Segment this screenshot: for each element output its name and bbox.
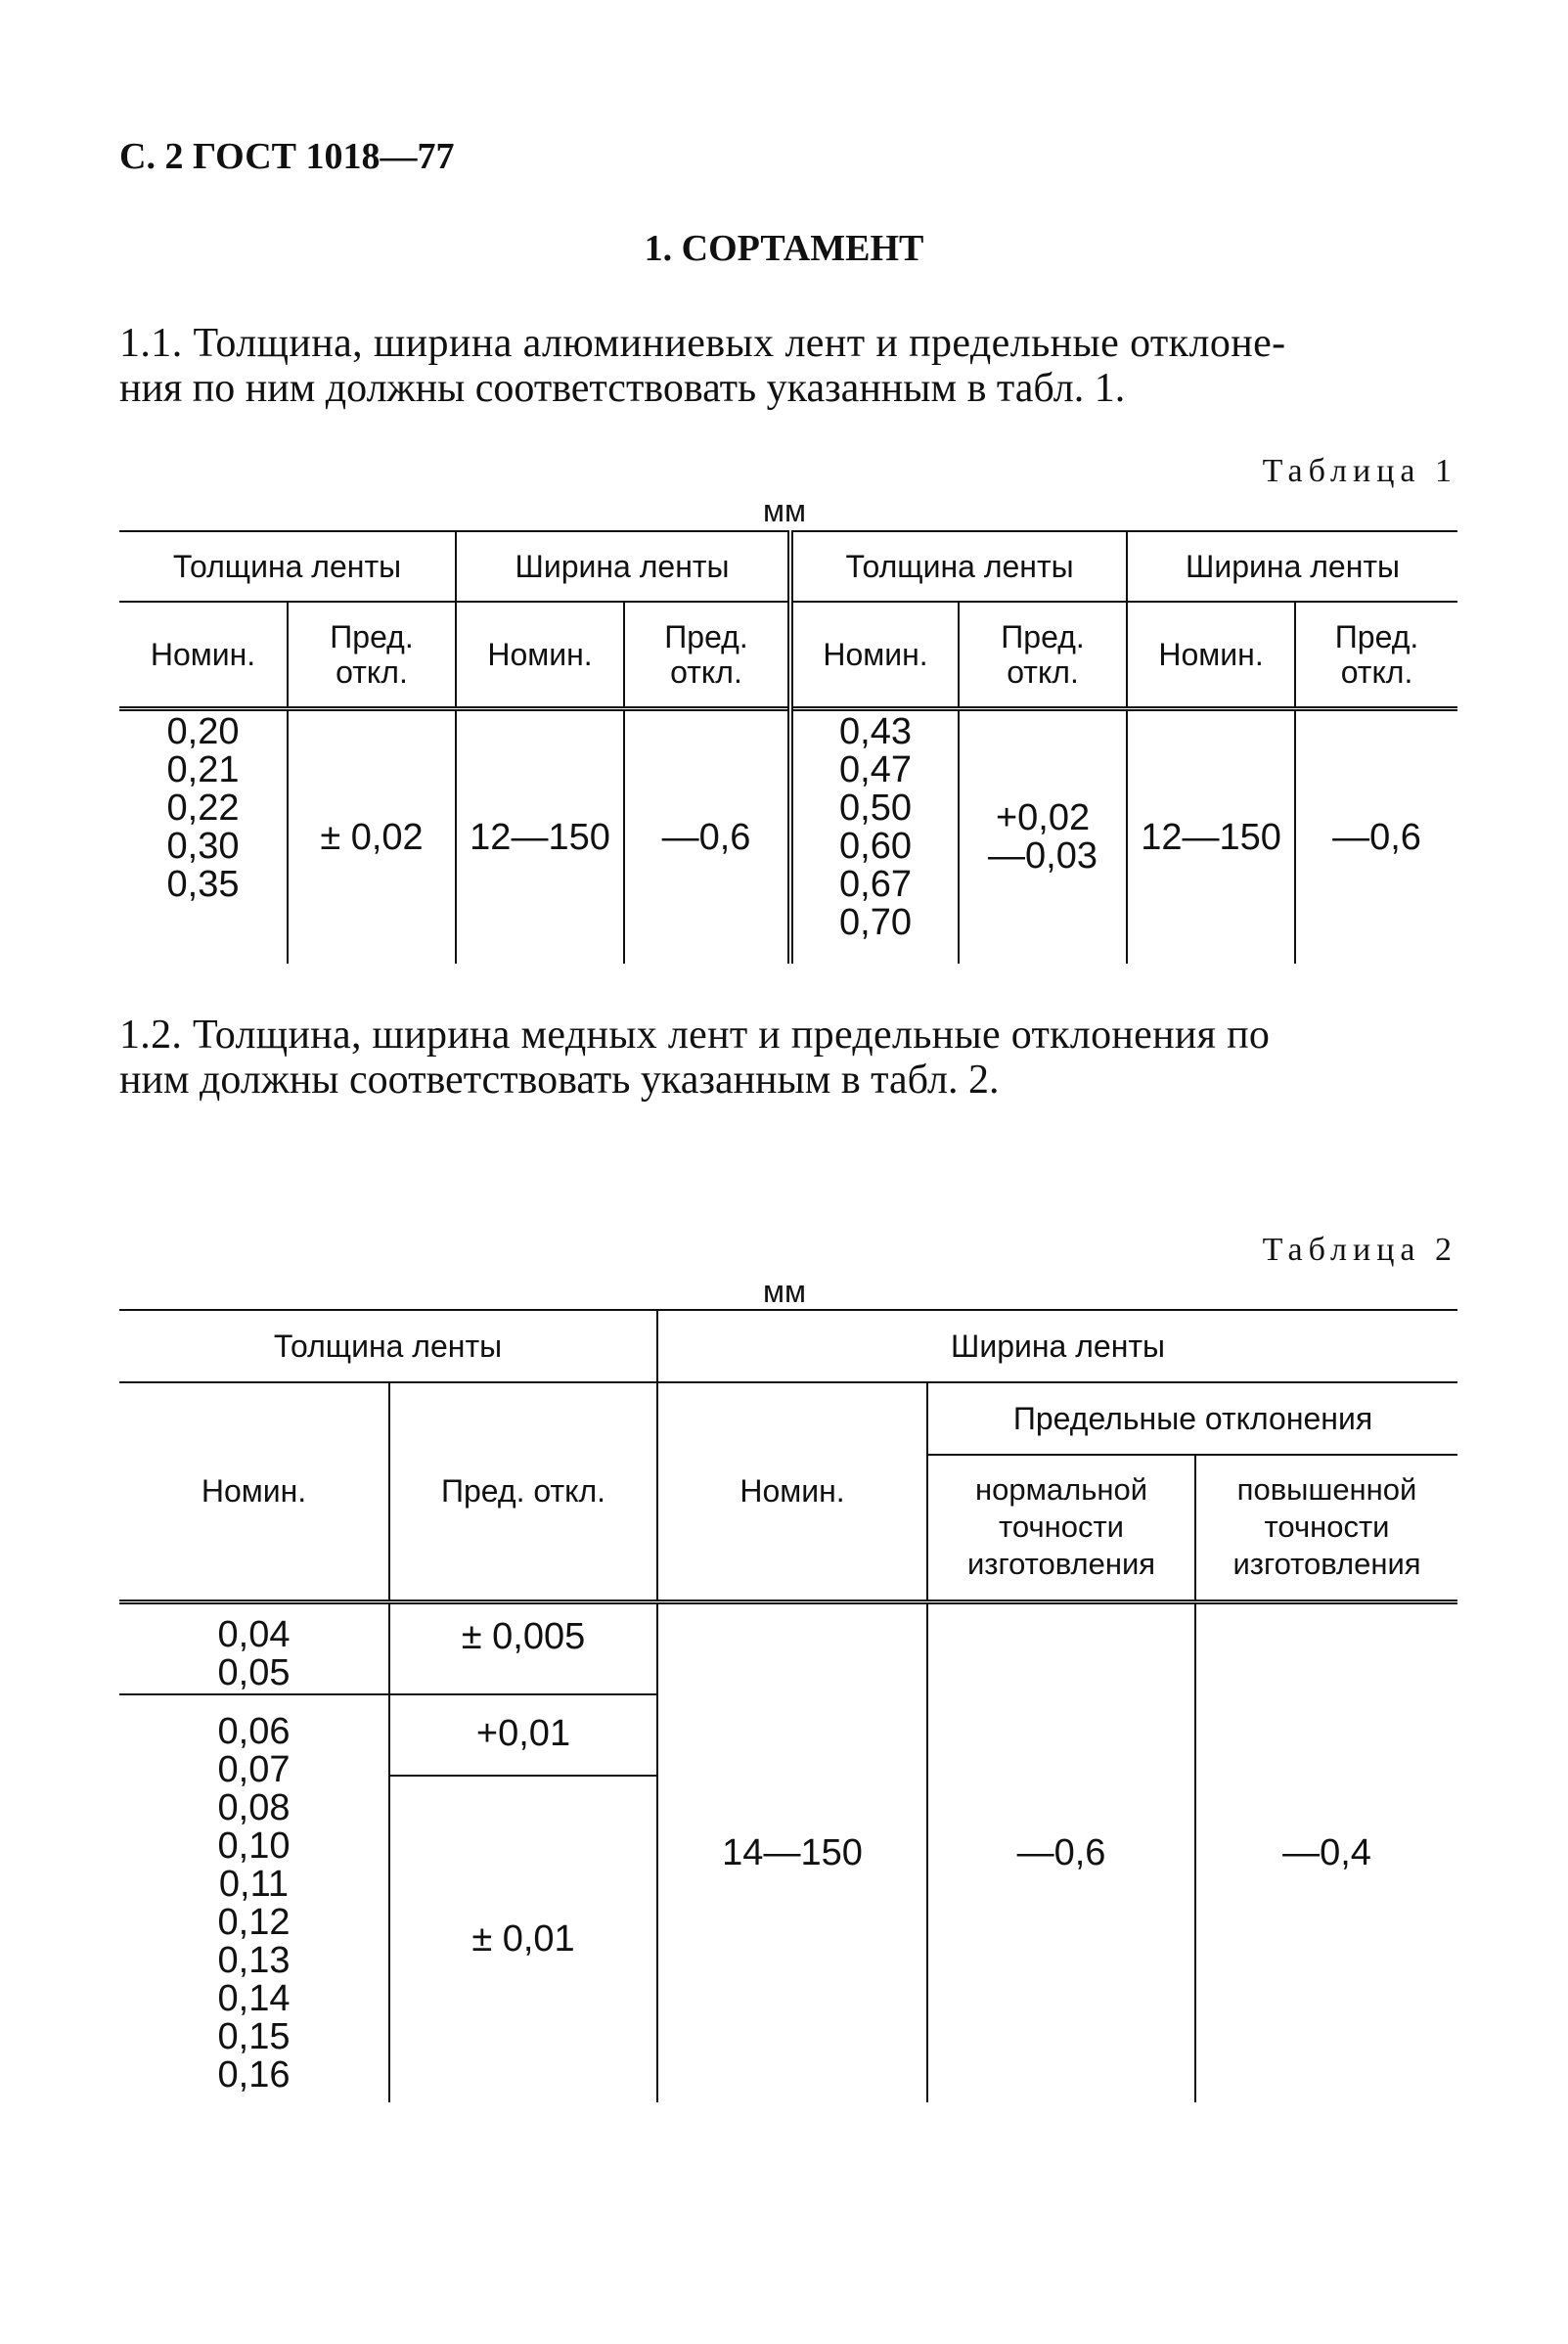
column-header: Номин. xyxy=(1127,602,1295,709)
table-header-row xyxy=(119,1310,1457,1382)
header-text: откл. xyxy=(670,654,742,690)
table-cell: —0,6 xyxy=(624,709,790,965)
table-cell: ± 0,005 xyxy=(389,1601,657,1694)
table-cell: +0,01 xyxy=(389,1694,657,1776)
value-list xyxy=(119,713,287,904)
table-cell: 0,20 xyxy=(166,711,240,752)
table-cell: 0,21 xyxy=(166,749,240,790)
header-text: точности xyxy=(999,1510,1124,1545)
dev-lower: —0,03 xyxy=(988,835,1098,877)
table-cell: 0,04 xyxy=(217,1613,291,1655)
table-cell: 0,14 xyxy=(217,1978,291,2019)
table-cell: ± 0,02 xyxy=(288,709,456,965)
header-text: Пред. xyxy=(330,619,414,654)
table-cell: 0,70 xyxy=(839,902,912,943)
column-header xyxy=(1295,602,1457,709)
column-header: Номин. xyxy=(456,602,624,709)
column-group-header: Толщина ленты xyxy=(119,1310,657,1382)
table-cell: 0,13 xyxy=(217,1940,291,1981)
table-cell: 0,60 xyxy=(839,826,912,867)
header-text: Пред. xyxy=(1001,619,1085,654)
paragraph-line: 1.2. Толщина, ширина медных лент и предельные отклонения по xyxy=(119,1013,1271,1058)
paragraph-line: ним должны соответствовать указанным в табл. 2. xyxy=(119,1058,1000,1103)
table-cell: 0,15 xyxy=(217,2016,291,2057)
column-group-header: Ширина ленты xyxy=(1127,531,1457,602)
header-text: Пред. xyxy=(664,619,748,654)
table-cell: —0,4 xyxy=(1195,1601,1457,2102)
thickness-values xyxy=(119,1601,389,1694)
column-header: Номин. xyxy=(150,637,256,672)
header-text: откл. xyxy=(336,654,408,690)
table-cell: —0,6 xyxy=(927,1601,1195,2102)
table2-unit: мм xyxy=(763,1274,806,1309)
table-cell: 14—150 xyxy=(657,1601,927,2102)
header-text: откл. xyxy=(1007,654,1079,690)
column-header xyxy=(1195,1455,1457,1601)
table-cell: —0,6 xyxy=(1295,709,1457,965)
table-cell: ± 0,01 xyxy=(389,1776,657,2102)
header-text: изготовления xyxy=(1232,1547,1421,1582)
table-cell: 0,67 xyxy=(839,864,912,905)
thickness-values xyxy=(119,709,288,965)
table-cell: 0,30 xyxy=(166,826,240,867)
value-list xyxy=(119,1713,388,2095)
page-header: С. 2 ГОСТ 1018—77 xyxy=(119,136,455,177)
table-cell: 0,43 xyxy=(839,711,912,752)
column-header xyxy=(927,1455,1195,1601)
table-cell: 0,22 xyxy=(166,788,240,829)
paragraph-line: ния по ним должны соответствовать указанным в табл. 1. xyxy=(119,366,1126,411)
header-text: повышенной xyxy=(1236,1472,1417,1508)
column-group-header: Толщина ленты xyxy=(119,531,456,602)
table-cell: 0,35 xyxy=(166,864,240,905)
table-cell: 0,10 xyxy=(217,1826,291,1867)
table-1 xyxy=(119,530,1457,964)
column-header: Номин. xyxy=(657,1382,927,1601)
header-text: Пред. xyxy=(1334,619,1419,654)
table-cell: 12—150 xyxy=(456,709,624,965)
column-header xyxy=(624,602,790,709)
table-cell: 0,11 xyxy=(218,1864,290,1905)
table2-caption: Таблица 2 xyxy=(1262,1232,1457,1268)
column-group-header: Ширина ленты xyxy=(456,531,790,602)
table-cell xyxy=(959,709,1127,965)
header-text: точности xyxy=(1264,1510,1390,1545)
table1-unit: мм xyxy=(763,493,806,528)
section-title: 1. СОРТАМЕНТ xyxy=(644,228,924,269)
table-cell: 0,12 xyxy=(217,1902,291,1943)
table-cell: 0,47 xyxy=(839,749,912,790)
table-row xyxy=(119,709,1457,965)
table-cell: 0,16 xyxy=(217,2054,291,2096)
column-header: Пред. откл. xyxy=(389,1382,657,1601)
table-cell: 0,06 xyxy=(217,1711,291,1752)
column-header xyxy=(959,602,1127,709)
column-group-header: Предельные отклонения xyxy=(927,1382,1457,1455)
table-header-row xyxy=(119,531,1457,602)
column-group-header: Толщина ленты xyxy=(790,531,1127,602)
value-list xyxy=(793,713,958,942)
table-cell: 0,08 xyxy=(217,1787,291,1828)
table-2 xyxy=(119,1309,1457,2102)
dev-upper: +0,02 xyxy=(995,797,1091,838)
table1-caption: Таблица 1 xyxy=(1262,453,1457,489)
column-header: Номин. xyxy=(119,1382,389,1601)
header-text: откл. xyxy=(1340,654,1413,690)
column-header xyxy=(288,602,456,709)
header-text: изготовления xyxy=(966,1547,1156,1582)
thickness-values xyxy=(790,709,959,965)
table-row xyxy=(119,1601,1457,1694)
table-header-row xyxy=(119,602,1457,709)
value-list xyxy=(119,1613,388,1693)
table-cell: 0,50 xyxy=(839,788,912,829)
table-header-row xyxy=(119,1382,1457,1455)
column-header: Номин. xyxy=(790,602,959,709)
paragraph-line: 1.1. Толщина, ширина алюминиевых лент и предельные отклоне- xyxy=(119,321,1286,366)
table-cell: 0,07 xyxy=(217,1749,291,1790)
paragraph-1-1 xyxy=(119,321,1457,411)
paragraph-1-2 xyxy=(119,1013,1457,1103)
table-cell: 12—150 xyxy=(1127,709,1295,965)
thickness-values xyxy=(119,1694,389,2102)
column-group-header: Ширина ленты xyxy=(657,1310,1457,1382)
header-text: нормальной xyxy=(974,1472,1148,1508)
table-cell: 0,05 xyxy=(217,1651,291,1693)
